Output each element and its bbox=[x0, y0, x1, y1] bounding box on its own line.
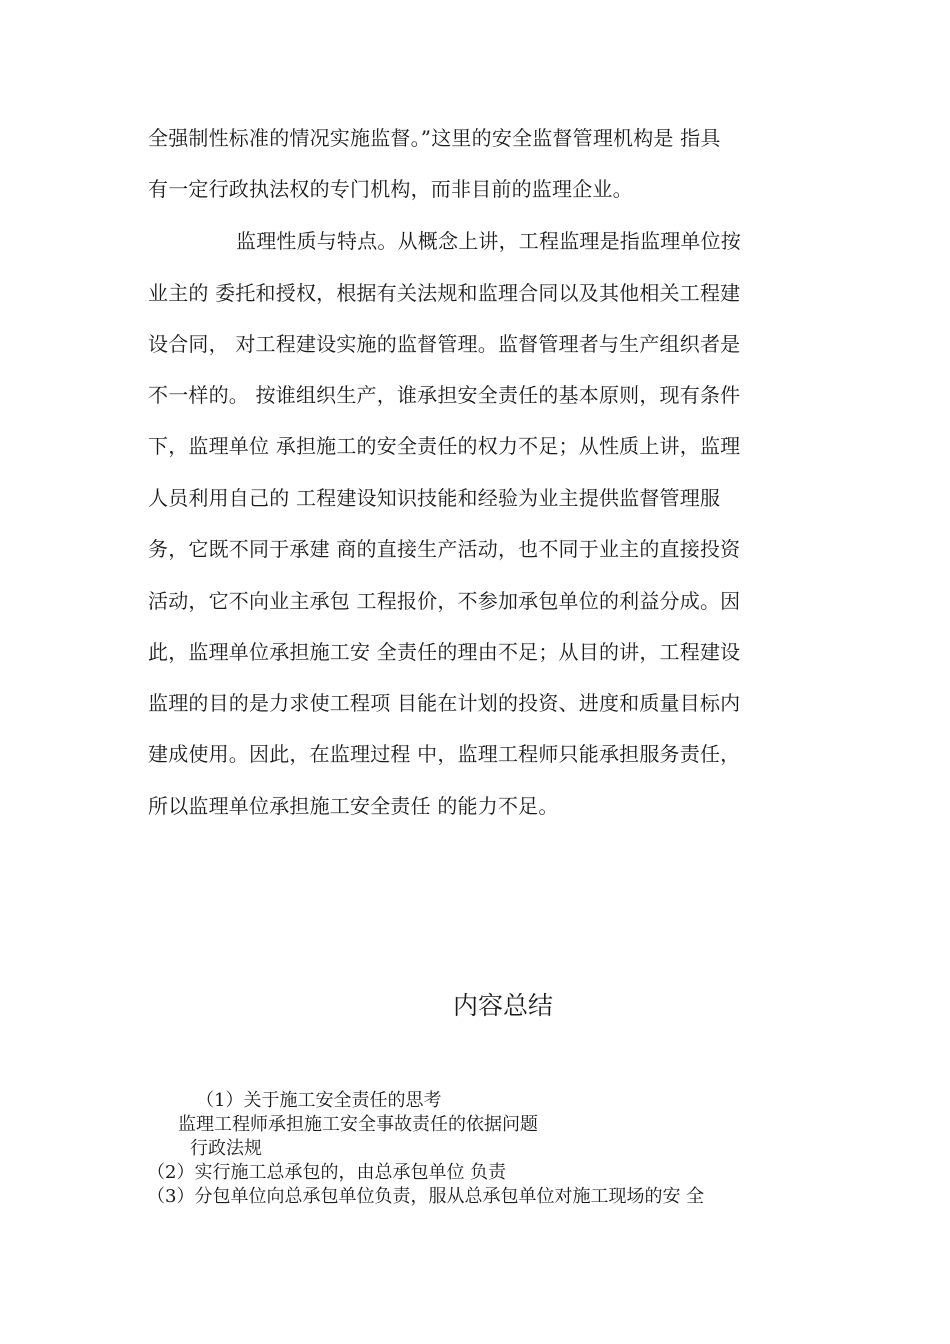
paragraph-start-line: 监理性质与特点。从概念上讲，工程监理是指监理单位按 bbox=[236, 229, 741, 253]
summary-item: （2）实行施工总承包的，由总承包单位 负责 bbox=[147, 1162, 507, 1183]
summary-item: （1）关于施工安全责任的思考 bbox=[196, 1090, 442, 1111]
body-text-line: 人员利用自己的 工程建设知识技能和经验为业主提供监督管理服 bbox=[148, 486, 721, 510]
body-text-line: 监理的目的是力求使工程项 目能在计划的投资、进度和质量目标内 bbox=[148, 691, 741, 715]
body-text-line: 设合同， 对工程建设实施的监督管理。监督管理者与生产组织者是 bbox=[148, 332, 741, 356]
body-text-line: 建成使用。因此，在监理过程 中，监理工程师只能承担服务责任， bbox=[148, 742, 741, 766]
body-text-line: 所以监理单位承担施工安全责任 的能力不足。 bbox=[148, 794, 559, 818]
body-text-line: 不一样的。 按谁组织生产，谁承担安全责任的基本原则，现有条件 bbox=[148, 383, 741, 407]
summary-item: 监理工程师承担施工安全事故责任的依据问题 bbox=[178, 1114, 538, 1135]
body-text-line: 全强制性标准的情况实施监督。”这里的安全监督管理机构是 指具 bbox=[148, 126, 721, 150]
body-text-line: 此，监理单位承担施工安 全责任的理由不足；从目的讲，工程建设 bbox=[148, 640, 741, 664]
body-text-line: 务，它既不同于承建 商的直接生产活动，也不同于业主的直接投资 bbox=[148, 537, 741, 561]
body-text-line: 下，监理单位 承担施工的安全责任的权力不足；从性质上讲，监理 bbox=[148, 434, 741, 458]
body-text-line: 业主的 委托和授权，根据有关法规和监理合同以及其他相关工程建 bbox=[148, 281, 741, 305]
summary-item: 行政法规 bbox=[190, 1138, 262, 1159]
summary-item: （3）分包单位向总承包单位负责，服从总承包单位对施工现场的安 全 bbox=[147, 1186, 705, 1207]
summary-heading: 内容总结 bbox=[452, 991, 553, 1020]
body-text-line: 有一定行政执法权的专门机构，而非目前的监理企业。 bbox=[148, 177, 633, 201]
body-text-line: 活动，它不向业主承包 工程报价，不参加承包单位的利益分成。因 bbox=[148, 589, 741, 613]
